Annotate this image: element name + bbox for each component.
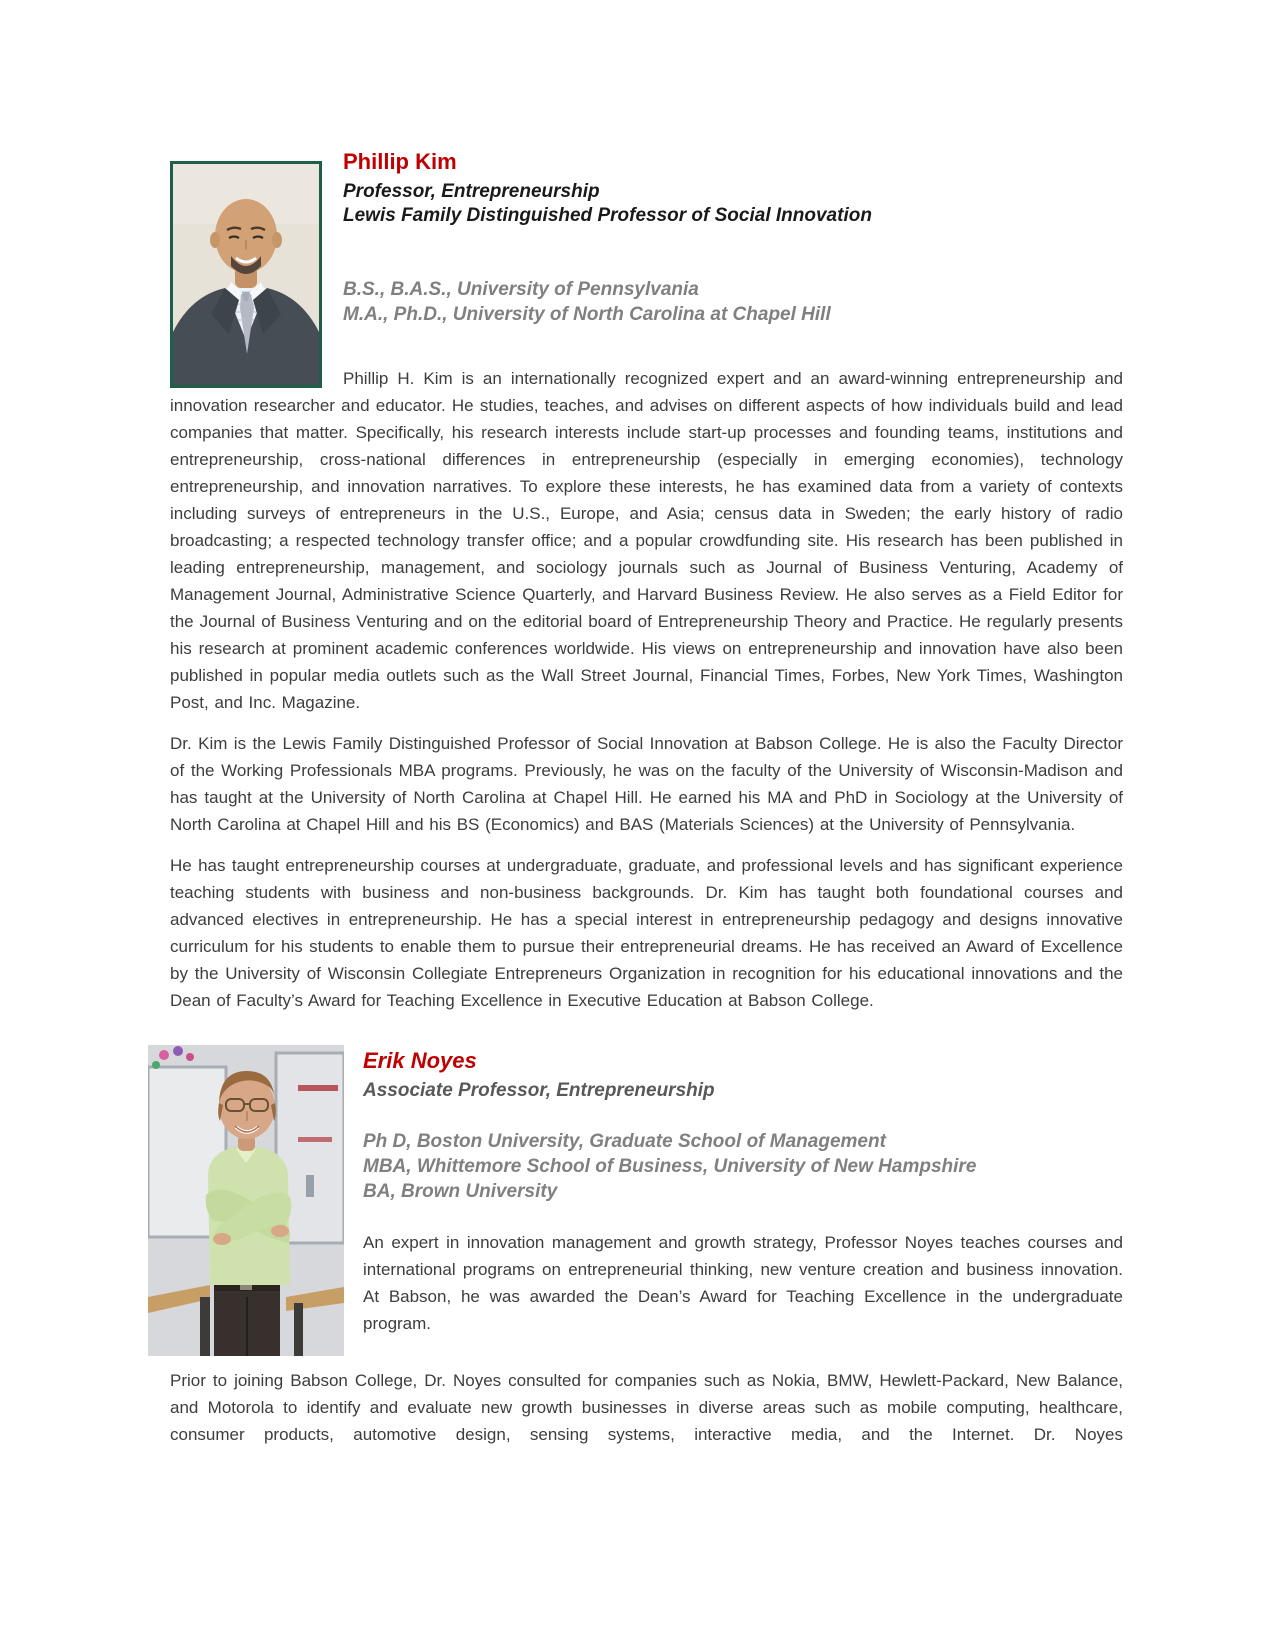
profile-section-erik-noyes (170, 1048, 1123, 1448)
education-line: BA, Brown University (363, 1181, 558, 1202)
profile-title-line: Professor, Entrepreneurship (343, 181, 600, 202)
phillip-kim-portrait-illustration (173, 164, 319, 385)
profile-name: Phillip Kim (343, 149, 457, 174)
education-line: MBA, Whittemore School of Business, University of New Hampshire (363, 1156, 977, 1177)
education-line: Ph D, Boston University, Graduate School of Management (363, 1131, 886, 1152)
erik-noyes-photo (148, 1045, 344, 1356)
bio-paragraph: Phillip H. Kim is an internationally recognized expert and an award-winning entrepreneurship and innovation researcher and educator. He studies, teaches, and advises on different aspects of how individuals build and lead companies that matter. Specifically, his research interests include start-up processes and founding teams, institutions and entrepreneurship, cross-national differences in entrepreneurship (especially in emerging economies), technology entrepreneurship, and innovation narratives. To explore these interests, he has examined data from a variety of contexts including surveys of entrepreneurs in the U.S., Europe, and Asia; census data in Sweden; the early history of radio broadcasting; a respected technology transfer office; and a popular crowdfunding site. His research has been published in leading entrepreneurship, management, and sociology journals such as Journal of Business Venturing, Academy of Management Journal, Administrative Science Quarterly, and Harvard Business Review. He also serves as a Field Editor for the Journal of Business Venturing and on the editorial board of Entrepreneurship Theory and Practice. He regularly presents his research at prominent academic conferences worldwide. His views on entrepreneurship and innovation have also been published in popular media outlets such as the Wall Street Journal, Financial Times, Forbes, New York Times, Washington Post, and Inc. Magazine. (170, 369, 1123, 712)
profile-title-line: Associate Professor, Entrepreneurship (363, 1080, 715, 1101)
bio-paragraph: Dr. Kim is the Lewis Family Distinguished Professor of Social Innovation at Babson College. He is also the Faculty Director of the Working Professionals MBA programs. Previously, he was on the faculty of the University of Wisconsin-Madison and has taught at the University of North Carolina at Chapel Hill. He earned his MA and PhD in Sociology at the University of North Carolina at Chapel Hill and his BS (Economics) and BAS (Materials Sciences) at the University of Pennsylvania. (170, 734, 1123, 834)
erik-noyes-portrait-illustration (148, 1045, 344, 1356)
profile-title-line: Lewis Family Distinguished Professor of Social Innovation (343, 205, 872, 226)
education-line: B.S., B.A.S., University of Pennsylvania (343, 279, 699, 300)
profile-section-phillip-kim (170, 149, 1123, 1014)
bio-paragraph: An expert in innovation management and growth strategy, Professor Noyes teaches courses and international programs on entrepreneurial thinking, new venture creation and business innovation. At Babson, he was awarded the Dean’s Award for Teaching Excellence in the undergraduate program. (363, 1233, 1123, 1333)
bio-paragraph: He has taught entrepreneurship courses at undergraduate, graduate, and professional levels and has significant experience teaching students with business and non-business backgrounds. Dr. Kim has taught both foundational courses and advanced electives in entrepreneurship. He has a special interest in entrepreneurship pedagogy and designs innovative curriculum for his students to enable them to pursue their entrepreneurial dreams. He has received an Award of Excellence by the University of Wisconsin Collegiate Entrepreneurs Organization in recognition for his educational innovations and the Dean of Faculty’s Award for Teaching Excellence in Executive Education at Babson College. (170, 856, 1123, 1010)
bio-paragraph: Prior to joining Babson College, Dr. Noyes consulted for companies such as Nokia, BMW, Hewlett-Packard, New Balance, and Motorola to identify and evaluate new growth businesses in diverse areas such as mobile computing, healthcare, consumer products, automotive design, sensing systems, interactive media, and the Internet. Dr. Noyes (170, 1371, 1123, 1444)
profile-name: Erik Noyes (363, 1048, 477, 1073)
education-line: M.A., Ph.D., University of North Carolina at Chapel Hill (343, 304, 831, 325)
phillip-kim-photo (170, 161, 322, 388)
